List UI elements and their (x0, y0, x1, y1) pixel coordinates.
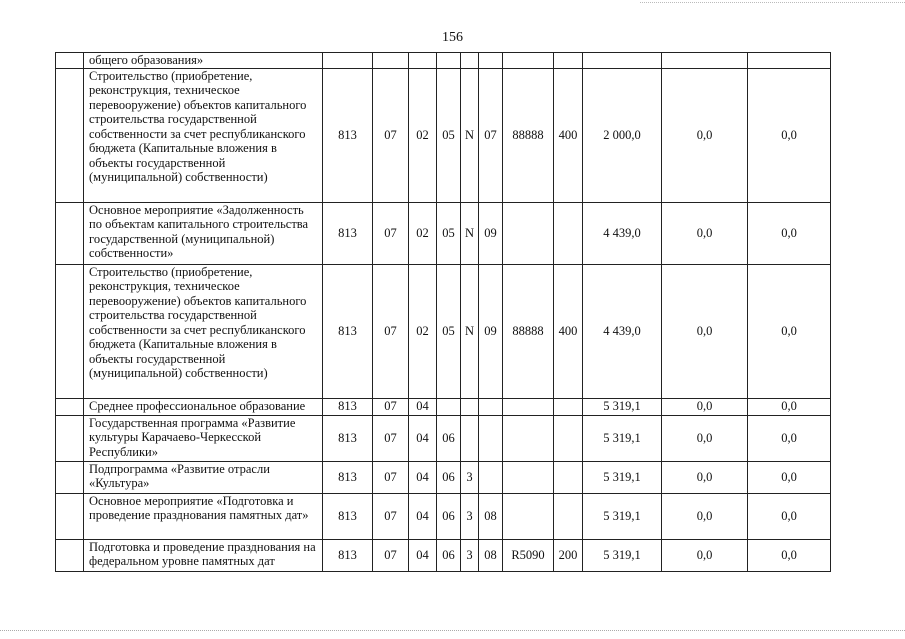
cell-vr (554, 415, 583, 461)
cell-sum-3: 0,0 (748, 68, 831, 202)
scan-edge-top (640, 2, 905, 4)
row-stub-cell (56, 398, 84, 415)
cell-sum-2: 0,0 (662, 264, 748, 398)
row-stub-cell (56, 415, 84, 461)
cell-cs-program: 06 (437, 415, 461, 461)
cell-cs-event: 09 (479, 264, 503, 398)
cell-sum-1: 5 319,1 (583, 398, 662, 415)
cell-cs-subprogram: N (461, 202, 479, 264)
cell-sum-2: 0,0 (662, 68, 748, 202)
cell-gr (323, 53, 373, 69)
cell-vr: 400 (554, 264, 583, 398)
item-name: Основное мероприятие «Подготовка и проведение празднования памятных дат» (84, 493, 323, 539)
row-stub-cell (56, 53, 84, 69)
cell-sum-2: 0,0 (662, 461, 748, 493)
cell-vr (554, 398, 583, 415)
cell-vr (554, 493, 583, 539)
cell-gr: 813 (323, 398, 373, 415)
cell-cs-subprogram: 3 (461, 539, 479, 571)
cell-pr (409, 53, 437, 69)
row-stub-cell (56, 539, 84, 571)
cell-rz: 07 (373, 415, 409, 461)
cell-gr: 813 (323, 68, 373, 202)
cell-cs-subprogram (461, 398, 479, 415)
cell-sum-3: 0,0 (748, 493, 831, 539)
cell-cs-program (437, 398, 461, 415)
cell-rz: 07 (373, 461, 409, 493)
cell-cs-event: 09 (479, 202, 503, 264)
cell-rz: 07 (373, 493, 409, 539)
cell-cs-subprogram: 3 (461, 461, 479, 493)
table-row (56, 539, 831, 571)
cell-sum-1: 5 319,1 (583, 415, 662, 461)
item-name: Строительство (приобретение, реконструкция, техническое перевооружение) объектов капитального строительства государственной собственности за счет республиканского бюджета (Капитальные вложения в объекты государственной (муниципальной) собственности) (84, 68, 323, 202)
cell-pr: 02 (409, 264, 437, 398)
cell-vr: 400 (554, 68, 583, 202)
cell-cs-program (437, 53, 461, 69)
cell-sum-1: 2 000,0 (583, 68, 662, 202)
budget-table (55, 52, 831, 572)
cell-pr: 04 (409, 539, 437, 571)
cell-cs-direction (503, 53, 554, 69)
cell-sum-3: 0,0 (748, 264, 831, 398)
table-body (56, 53, 831, 572)
item-name: Подготовка и проведение празднования на федеральном уровне памятных дат (84, 539, 323, 571)
item-name: Основное мероприятие «Задолженность по объектам капитального строительства государственной (муниципальной) собственности» (84, 202, 323, 264)
cell-sum-2: 0,0 (662, 202, 748, 264)
table-row (56, 461, 831, 493)
cell-vr (554, 202, 583, 264)
row-stub-cell (56, 493, 84, 539)
item-name: Среднее профессиональное образование (84, 398, 323, 415)
cell-rz: 07 (373, 68, 409, 202)
cell-cs-event (479, 53, 503, 69)
cell-cs-program: 06 (437, 461, 461, 493)
table-row (56, 398, 831, 415)
cell-rz: 07 (373, 539, 409, 571)
cell-gr: 813 (323, 202, 373, 264)
cell-sum-3: 0,0 (748, 539, 831, 571)
cell-vr: 200 (554, 539, 583, 571)
cell-sum-1: 4 439,0 (583, 202, 662, 264)
cell-cs-event (479, 398, 503, 415)
cell-gr: 813 (323, 264, 373, 398)
page-number: 156 (442, 30, 463, 45)
cell-cs-direction (503, 202, 554, 264)
cell-sum-2 (662, 53, 748, 69)
cell-cs-subprogram (461, 415, 479, 461)
cell-sum-2: 0,0 (662, 415, 748, 461)
cell-gr: 813 (323, 539, 373, 571)
cell-pr: 04 (409, 461, 437, 493)
row-stub-cell (56, 202, 84, 264)
cell-cs-subprogram: N (461, 68, 479, 202)
cell-cs-program: 05 (437, 68, 461, 202)
table-row (56, 493, 831, 539)
item-name: Подпрограмма «Развитие отрасли «Культура» (84, 461, 323, 493)
cell-sum-3: 0,0 (748, 461, 831, 493)
cell-sum-2: 0,0 (662, 493, 748, 539)
cell-pr: 04 (409, 493, 437, 539)
item-name: общего образования» (84, 53, 323, 69)
cell-sum-1: 5 319,1 (583, 539, 662, 571)
cell-rz (373, 53, 409, 69)
table-row (56, 264, 831, 398)
row-stub-cell (56, 68, 84, 202)
cell-rz: 07 (373, 264, 409, 398)
row-stub-cell (56, 264, 84, 398)
cell-cs-subprogram: 3 (461, 493, 479, 539)
cell-cs-program: 05 (437, 202, 461, 264)
cell-gr: 813 (323, 415, 373, 461)
cell-sum-1: 4 439,0 (583, 264, 662, 398)
cell-rz: 07 (373, 398, 409, 415)
cell-sum-3: 0,0 (748, 398, 831, 415)
cell-sum-2: 0,0 (662, 398, 748, 415)
cell-cs-subprogram (461, 53, 479, 69)
cell-pr: 04 (409, 415, 437, 461)
cell-cs-program: 06 (437, 539, 461, 571)
cell-cs-direction (503, 493, 554, 539)
table-row (56, 202, 831, 264)
cell-cs-direction: R5090 (503, 539, 554, 571)
cell-cs-direction: 88888 (503, 68, 554, 202)
cell-cs-event: 08 (479, 493, 503, 539)
cell-cs-event: 08 (479, 539, 503, 571)
cell-pr: 04 (409, 398, 437, 415)
cell-sum-1 (583, 53, 662, 69)
scan-edge-bottom (0, 630, 905, 632)
cell-cs-direction: 88888 (503, 264, 554, 398)
item-name: Государственная программа «Развитие культуры Карачаево-Черкесской Республики» (84, 415, 323, 461)
cell-vr (554, 53, 583, 69)
cell-cs-program: 05 (437, 264, 461, 398)
table-row (56, 68, 831, 202)
cell-gr: 813 (323, 461, 373, 493)
cell-cs-event (479, 415, 503, 461)
cell-sum-3 (748, 53, 831, 69)
cell-cs-event (479, 461, 503, 493)
cell-cs-event: 07 (479, 68, 503, 202)
cell-gr: 813 (323, 493, 373, 539)
cell-vr (554, 461, 583, 493)
cell-cs-subprogram: N (461, 264, 479, 398)
cell-sum-1: 5 319,1 (583, 461, 662, 493)
cell-pr: 02 (409, 202, 437, 264)
cell-sum-2: 0,0 (662, 539, 748, 571)
cell-pr: 02 (409, 68, 437, 202)
cell-cs-program: 06 (437, 493, 461, 539)
table-row (56, 53, 831, 69)
cell-sum-1: 5 319,1 (583, 493, 662, 539)
table-row (56, 415, 831, 461)
cell-sum-3: 0,0 (748, 415, 831, 461)
cell-sum-3: 0,0 (748, 202, 831, 264)
cell-cs-direction (503, 415, 554, 461)
cell-cs-direction (503, 398, 554, 415)
item-name: Строительство (приобретение, реконструкция, техническое перевооружение) объектов капитального строительства государственной собственности за счет республиканского бюджета (Капитальные вложения в объекты государственной (муниципальной) собственности) (84, 264, 323, 398)
cell-rz: 07 (373, 202, 409, 264)
cell-cs-direction (503, 461, 554, 493)
row-stub-cell (56, 461, 84, 493)
